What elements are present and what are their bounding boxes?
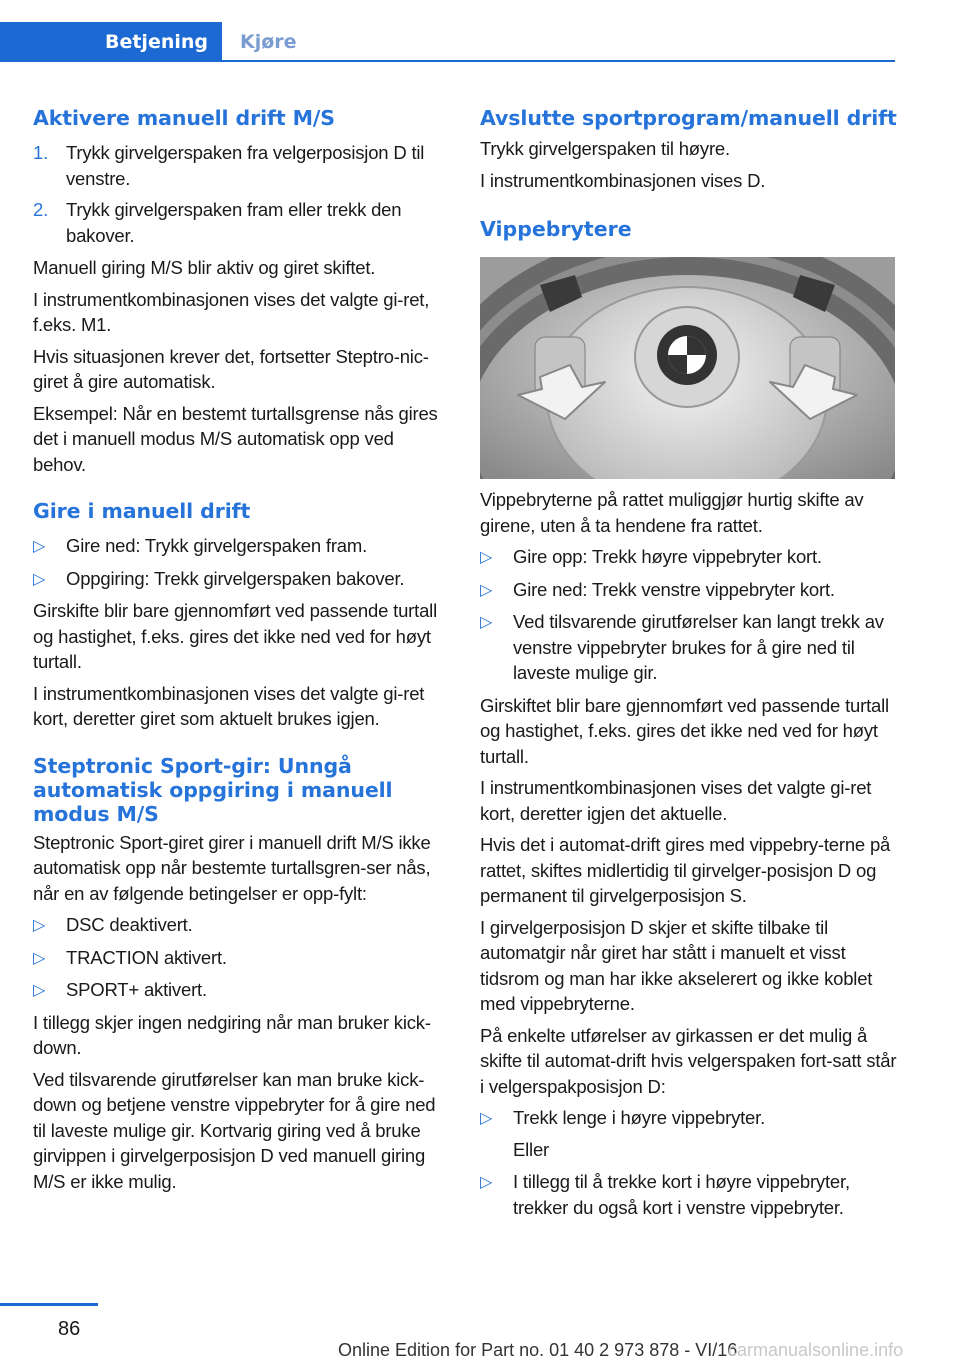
list-item-text: TRACTION aktivert.: [66, 946, 227, 968]
paragraph: Girskiftet blir bare gjennomført ved passende turtall og hastighet, f.eks. gires det ikke ned ved for høyt turtall.: [480, 694, 889, 767]
list-item-text: Trekk lenge i høyre vippebryter.: [513, 1107, 766, 1128]
list-item-text: Ved tilsvarende girutførelser kan langt trekk av venstre vippebryter brukes for å gire ned til laveste mulige gir.: [513, 611, 884, 683]
paragraph: Trykk girvelgerspaken til høyre.: [480, 138, 730, 159]
step-number: 1.: [33, 142, 49, 163]
list-item: [480, 1169, 898, 1220]
list-item-text: Gire ned: Trykk girvelgerspaken fram.: [66, 535, 368, 556]
paragraph: I instrumentkombinasjonen vises D.: [480, 169, 766, 191]
tab-underline: [222, 60, 895, 62]
tab-kjore[interactable]: Kjøre: [240, 31, 297, 53]
paragraph: I instrumentkombinasjonen vises det valgte gi‐ret kort, deretter giret som aktuelt brukes igjen.: [33, 682, 425, 729]
paragraph: Girskifte blir bare gjennomført ved passende turtall og hastighet, f.eks. gires det ikke ned ved for høyt turtall.: [33, 600, 437, 672]
triangle-right-icon: ▷: [480, 549, 493, 566]
list-item: [33, 912, 451, 938]
paragraph: I instrumentkombinasjonen vises det valgte gi‐ret kort, deretter igjen det aktuelle.: [480, 777, 872, 824]
paragraph: I tillegg skjer ingen nedgiring når man bruker kick-down.: [33, 1011, 431, 1058]
triangle-right-icon: ▷: [480, 614, 493, 631]
paragraph: Manuell giring M/S blir aktiv og giret skiftet.: [33, 257, 376, 278]
paragraph: Hvis situasjonen krever det, fortsetter Steptro‐nic-giret å gire automatisk.: [33, 345, 429, 392]
right-column: [480, 100, 898, 1220]
paragraph: I instrumentkombinasjonen vises det valgte gi‐ret, f.eks. M1.: [33, 288, 430, 335]
numbered-steps: [33, 140, 451, 248]
list-item: [33, 566, 451, 592]
step-item: [33, 140, 451, 191]
footer-rule: [0, 1303, 98, 1306]
heading-steptronic-sport: Steptronic Sport-gir: Unngå automatisk oppgiring i manuell modus M/S: [33, 753, 393, 826]
steering-wheel-photo: [480, 257, 895, 479]
left-column: [33, 100, 451, 1194]
step-text: Trykk girvelgerspaken fra velgerposisjon D til venstre.: [66, 142, 425, 189]
step-number: 2.: [33, 199, 49, 220]
heading-paddles: Vippebrytere: [480, 217, 632, 241]
list-item-text: SPORT+ aktivert.: [66, 979, 207, 1000]
step-text: Trykk girvelgerspaken fram eller trekk den bakover.: [66, 199, 402, 246]
list-item: [480, 577, 898, 603]
paragraph: Vippebryterne på rattet muliggjør hurtig skifte av girene, uten å ta hendene fra rattet.: [480, 489, 864, 536]
edition-text: Online Edition for Part no. 01 40 2 973 878 - VI/16: [338, 1340, 738, 1360]
list-item-text: DSC deaktivert.: [66, 914, 193, 935]
triangle-right-icon: ▷: [33, 949, 46, 967]
paragraph: Hvis det i automat-drift gires med vippebry‐terne på rattet, skiftes midlertidig til girvelger‐posisjon D og permanent til girvelgerposisjon S.: [480, 834, 891, 906]
heading-manual-mode: Aktivere manuell drift M/S: [33, 106, 335, 130]
triangle-right-icon: ▷: [480, 1174, 493, 1191]
step-item: [33, 197, 451, 248]
tab-betjening[interactable]: Betjening: [0, 22, 222, 62]
list-item: [33, 533, 451, 559]
bullet-list: [480, 544, 898, 686]
triangle-right-icon: ▷: [33, 538, 46, 555]
bullet-list: [480, 1105, 898, 1220]
triangle-right-icon: ▷: [480, 1110, 493, 1127]
list-item-subtext: Eller: [513, 1138, 550, 1160]
list-item-text: Oppgiring: Trekk girvelgerspaken bakover.: [66, 567, 405, 589]
paragraph: I girvelgerposisjon D skjer et skifte tilbake til automatgir når giret har stått i manuelt et visst tidsrom og man har ikke akselerert og ikke koblet med vippebryterne.: [480, 916, 873, 1014]
list-item: [33, 977, 451, 1003]
heading-manual-shift: Gire i manuell drift: [33, 499, 251, 523]
paragraph: Eksempel: Når en bestemt turtallsgrense nås gires det i manuell modus M/S automatisk opp ved behov.: [33, 402, 438, 475]
list-item-text: I tillegg til å trekke kort i høyre vippebryter, trekker du også kort i venstre vippebryter.: [513, 1171, 850, 1218]
list-item: [33, 945, 451, 971]
list-item: [480, 1105, 898, 1162]
list-item: [480, 544, 898, 570]
paragraph: Ved tilsvarende girutførelser kan man bruke kick-down og betjene venstre vippebryter for å gire ned til laveste mulige gir. Kortvarig giring ved å bruke girvippen i girvelgerposisjon D ved manuell giring M/S er ikke mulig.: [33, 1068, 436, 1192]
triangle-right-icon: ▷: [480, 581, 493, 599]
triangle-right-icon: ▷: [33, 570, 46, 588]
paragraph: På enkelte utførelser av girkassen er det mulig å skifte til automat-drift hvis velgerspaken fort‐satt står i velgerspakposisjon D:: [480, 1024, 897, 1097]
bullet-list: [33, 533, 451, 591]
list-item-text: Gire ned: Trekk venstre vippebryter kort.: [513, 578, 835, 600]
chapter-tabbar: [0, 0, 895, 62]
paragraph: Steptronic Sport-giret girer i manuell drift M/S ikke automatisk opp når bestemte turtallsgren‐ser nås, når en av følgende betingelser er opp‐fylt:: [33, 831, 431, 904]
triangle-right-icon: ▷: [33, 982, 46, 999]
list-item-text: Gire opp: Trekk høyre vippebryter kort.: [513, 546, 822, 567]
watermark: carmanualsonline.info: [728, 1340, 904, 1360]
heading-end-sport: Avslutte sportprogram/manuell drift: [480, 106, 897, 130]
page-number: 86: [58, 1318, 81, 1340]
triangle-right-icon: ▷: [33, 917, 46, 934]
bullet-list: [33, 912, 451, 1003]
list-item: [480, 609, 898, 686]
